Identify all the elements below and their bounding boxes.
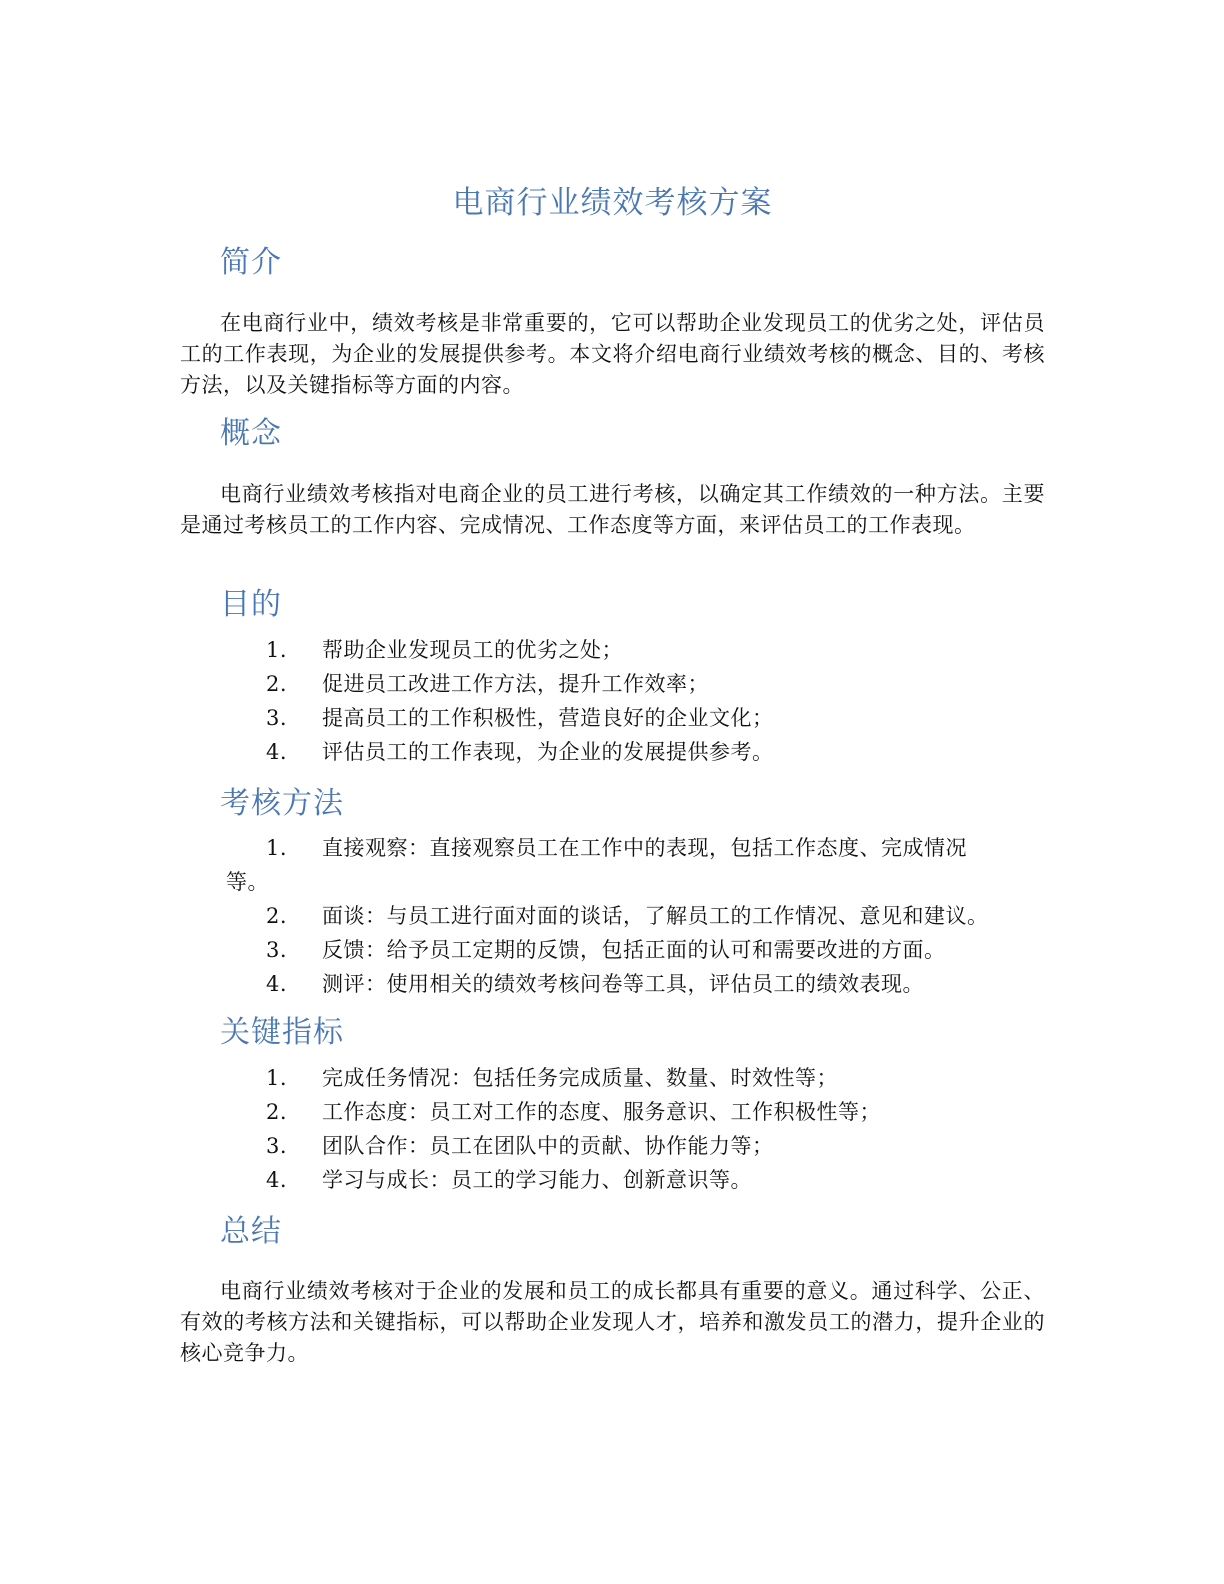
list-text: 学习与成长：员工的学习能力、创新意识等。	[322, 1168, 752, 1192]
document-page	[180, 0, 1045, 1584]
list-item	[180, 1129, 1045, 1163]
list-text: 直接观察：直接观察员工在工作中的表现，包括工作态度、完成情况	[322, 836, 967, 860]
list-text: 反馈：给予员工定期的反馈，包括正面的认可和需要改进的方面。	[322, 938, 946, 962]
list-item	[180, 701, 1045, 735]
section-heading-summary: 总结	[220, 1214, 282, 1249]
list-text: 测评：使用相关的绩效考核问卷等工具，评估员工的绩效表现。	[322, 972, 924, 996]
purpose-list	[180, 633, 1045, 769]
section-purpose	[180, 585, 1045, 625]
section-concept-body	[180, 479, 1045, 541]
list-item	[180, 735, 1045, 769]
list-item	[180, 667, 1045, 701]
list-item	[180, 831, 1045, 899]
list-text: 工作态度：员工对工作的态度、服务意识、工作积极性等；	[322, 1100, 881, 1124]
section-heading-intro: 简介	[220, 245, 282, 280]
list-item	[180, 1095, 1045, 1129]
section-kpi	[180, 1013, 1045, 1053]
methods-list-wrap	[180, 831, 1045, 1001]
intro-paragraph: 在电商行业中，绩效考核是非常重要的，它可以帮助企业发现员工的优劣之处，评估员工的工作表现，为企业的发展提供参考。本文将介绍电商行业绩效考核的概念、目的、考核方法，以及关键指标等方面的内容。	[180, 311, 1045, 397]
section-heading-methods: 考核方法	[220, 786, 344, 821]
list-text: 面谈：与员工进行面对面的谈话，了解员工的工作情况、意见和建议。	[322, 904, 989, 928]
list-item	[180, 1061, 1045, 1095]
list-text: 团队合作：员工在团队中的贡献、协作能力等；	[322, 1134, 774, 1158]
list-number: 3.	[266, 938, 288, 962]
list-number: 4.	[266, 740, 288, 764]
list-number: 1.	[266, 1066, 288, 1090]
section-intro-body	[180, 308, 1045, 401]
list-text: 评估员工的工作表现，为企业的发展提供参考。	[322, 740, 774, 764]
methods-list	[180, 831, 1045, 1001]
list-number: 1.	[266, 836, 288, 860]
list-text: 促进员工改进工作方法，提升工作效率；	[322, 672, 709, 696]
list-text: 帮助企业发现员工的优劣之处；	[322, 638, 623, 662]
list-number: 4.	[266, 972, 288, 996]
list-number: 4.	[266, 1168, 288, 1192]
section-intro	[180, 243, 1045, 283]
section-heading-concept: 概念	[220, 416, 282, 451]
list-item	[180, 967, 1045, 1001]
section-methods	[180, 784, 1045, 824]
document-title: 电商行业绩效考核方案	[452, 185, 773, 221]
kpi-list	[180, 1061, 1045, 1197]
summary-paragraph: 电商行业绩效考核对于企业的发展和员工的成长都具有重要的意义。通过科学、公正、有效的考核方法和关键指标，可以帮助企业发现人才，培养和激发员工的潜力，提升企业的核心竞争力。	[180, 1279, 1045, 1365]
list-item	[180, 1163, 1045, 1197]
list-item	[180, 899, 1045, 933]
list-item	[180, 633, 1045, 667]
purpose-list-wrap	[180, 633, 1045, 769]
list-number: 2.	[266, 672, 288, 696]
list-number: 3.	[266, 706, 288, 730]
list-number: 1.	[266, 638, 288, 662]
list-text: 提高员工的工作积极性，营造良好的企业文化；	[322, 706, 774, 730]
section-summary	[180, 1212, 1045, 1252]
section-heading-purpose: 目的	[220, 587, 282, 622]
kpi-list-wrap	[180, 1061, 1045, 1197]
list-item	[180, 933, 1045, 967]
section-summary-body	[180, 1276, 1045, 1369]
list-text-continuation: 等。	[226, 870, 269, 894]
list-number: 3.	[266, 1134, 288, 1158]
list-number: 2.	[266, 1100, 288, 1124]
concept-paragraph: 电商行业绩效考核指对电商企业的员工进行考核，以确定其工作绩效的一种方法。主要是通过考核员工的工作内容、完成情况、工作态度等方面，来评估员工的工作表现。	[180, 482, 1045, 537]
list-number: 2.	[266, 904, 288, 928]
list-text: 完成任务情况：包括任务完成质量、数量、时效性等；	[322, 1066, 838, 1090]
section-concept	[180, 414, 1045, 454]
section-heading-kpi: 关键指标	[220, 1015, 344, 1050]
